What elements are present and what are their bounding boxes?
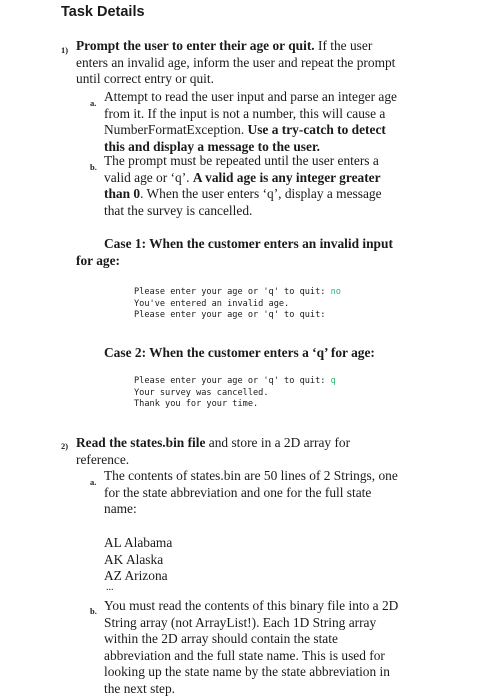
item-1b-marker: b. (90, 162, 97, 172)
text-line (104, 170, 382, 187)
item-1a-marker: a. (90, 98, 97, 108)
item-2a-marker: a. (90, 477, 97, 487)
console-prompt: Please enter your age or 'q' to quit: (134, 287, 331, 297)
text-run: String array (not ArrayList!). Each 1D String array (104, 614, 377, 630)
text-line (104, 485, 398, 502)
bold-run: than 0 (104, 186, 141, 202)
text-line (104, 664, 398, 681)
text-run: looking up the state name by the state abbreviation in (104, 664, 390, 680)
console-prompt: You've entered an invalid age. (134, 298, 290, 309)
text-line (104, 598, 398, 615)
text-line (104, 501, 398, 518)
text-run: enters an invalid age, inform the user and repeat the prompt (76, 54, 396, 70)
text-run: name: (104, 501, 137, 517)
text-line (104, 186, 382, 203)
text-run: that the survey is cancelled. (104, 202, 253, 218)
text-run: within the 2D array should contain the state (104, 631, 338, 647)
text-run: from it. If the input is not a number, this will cause a (104, 105, 386, 121)
text-run: until correct entry or quit. (76, 71, 214, 87)
console-user-input: no (330, 287, 341, 297)
text-line (104, 203, 382, 220)
item-2b-marker: b. (90, 606, 97, 616)
text-line (104, 648, 398, 665)
case-2-heading: Case 2: When the customer enters a ‘q’ for age: (104, 345, 375, 360)
console-prompt: Please enter your age or 'q' to quit: (134, 376, 331, 386)
console-user-input: q (330, 376, 336, 386)
text-line (76, 71, 395, 88)
console-line (134, 399, 336, 411)
bold-run: this and display a message to the user. (104, 138, 321, 154)
text-line (76, 38, 395, 55)
console-line (134, 287, 341, 299)
console-prompt: Thank you for your time. (134, 399, 259, 410)
console-line (134, 310, 341, 322)
text-line (104, 468, 398, 485)
ellipsis: ... (106, 582, 114, 593)
text-line (104, 153, 382, 170)
bold-run: Read the states.bin file (76, 435, 206, 450)
text-run: the next step. (104, 680, 176, 696)
item-1-marker: 1) (61, 45, 69, 55)
text-run: If the user (314, 38, 373, 53)
text-line (76, 452, 350, 469)
page-title: Task Details (61, 4, 145, 20)
text-line (104, 106, 397, 123)
text-run: . When the user enters ‘q’, display a message (140, 186, 382, 202)
case-2-console (134, 376, 336, 411)
text-run: Attempt to read the user input and parse an integer age (104, 89, 397, 104)
item-2b-text (104, 598, 398, 698)
state-entry: AK Alaska (104, 551, 164, 567)
text-run: for the state abbreviation and one for the full state (104, 484, 372, 500)
text-run: NumberFormatException. (104, 122, 248, 138)
console-prompt: Please enter your age or 'q' to quit: (134, 310, 326, 321)
console-line (134, 376, 336, 388)
state-list (104, 535, 172, 585)
text-line (76, 55, 395, 72)
item-1b-text (104, 153, 382, 219)
text-line (76, 435, 350, 452)
case-1-heading: Case 1: When the customer enters an invalid input (104, 236, 393, 251)
console-line (134, 299, 341, 311)
text-line (104, 631, 398, 648)
text-run: reference. (76, 451, 130, 467)
text-line (104, 89, 397, 106)
text-line (104, 615, 398, 632)
bold-run: A valid age is any integer greater (192, 169, 381, 185)
case-1-console (134, 287, 341, 322)
text-run: valid age or ‘q’. (104, 169, 193, 185)
text-run: and store in a 2D array for (205, 435, 351, 450)
item-2-marker: 2) (61, 441, 69, 451)
case-1-heading-cont: for age: (76, 253, 120, 268)
text-run: The prompt must be repeated until the user enters a (104, 153, 379, 168)
text-run: The contents of states.bin are 50 lines of 2 Strings, one (104, 468, 398, 483)
bold-run: Use a try-catch to detect (247, 122, 386, 138)
item-1-text (76, 38, 395, 88)
text-run: You must read the contents of this binary file into a 2D (104, 598, 399, 613)
item-2a-text (104, 468, 398, 518)
state-entry: AZ Arizona (104, 568, 168, 584)
text-line (104, 681, 398, 698)
bold-run: Prompt the user to enter their age or quit. (76, 38, 315, 53)
text-line (104, 122, 397, 139)
console-prompt: Your survey was cancelled. (134, 387, 269, 398)
console-line (134, 388, 336, 400)
state-entry: AL Alabama (104, 535, 173, 550)
text-run: abbreviation and the full state name. This is used for (104, 647, 385, 663)
item-2-text (76, 435, 350, 468)
item-1a-text (104, 89, 397, 155)
